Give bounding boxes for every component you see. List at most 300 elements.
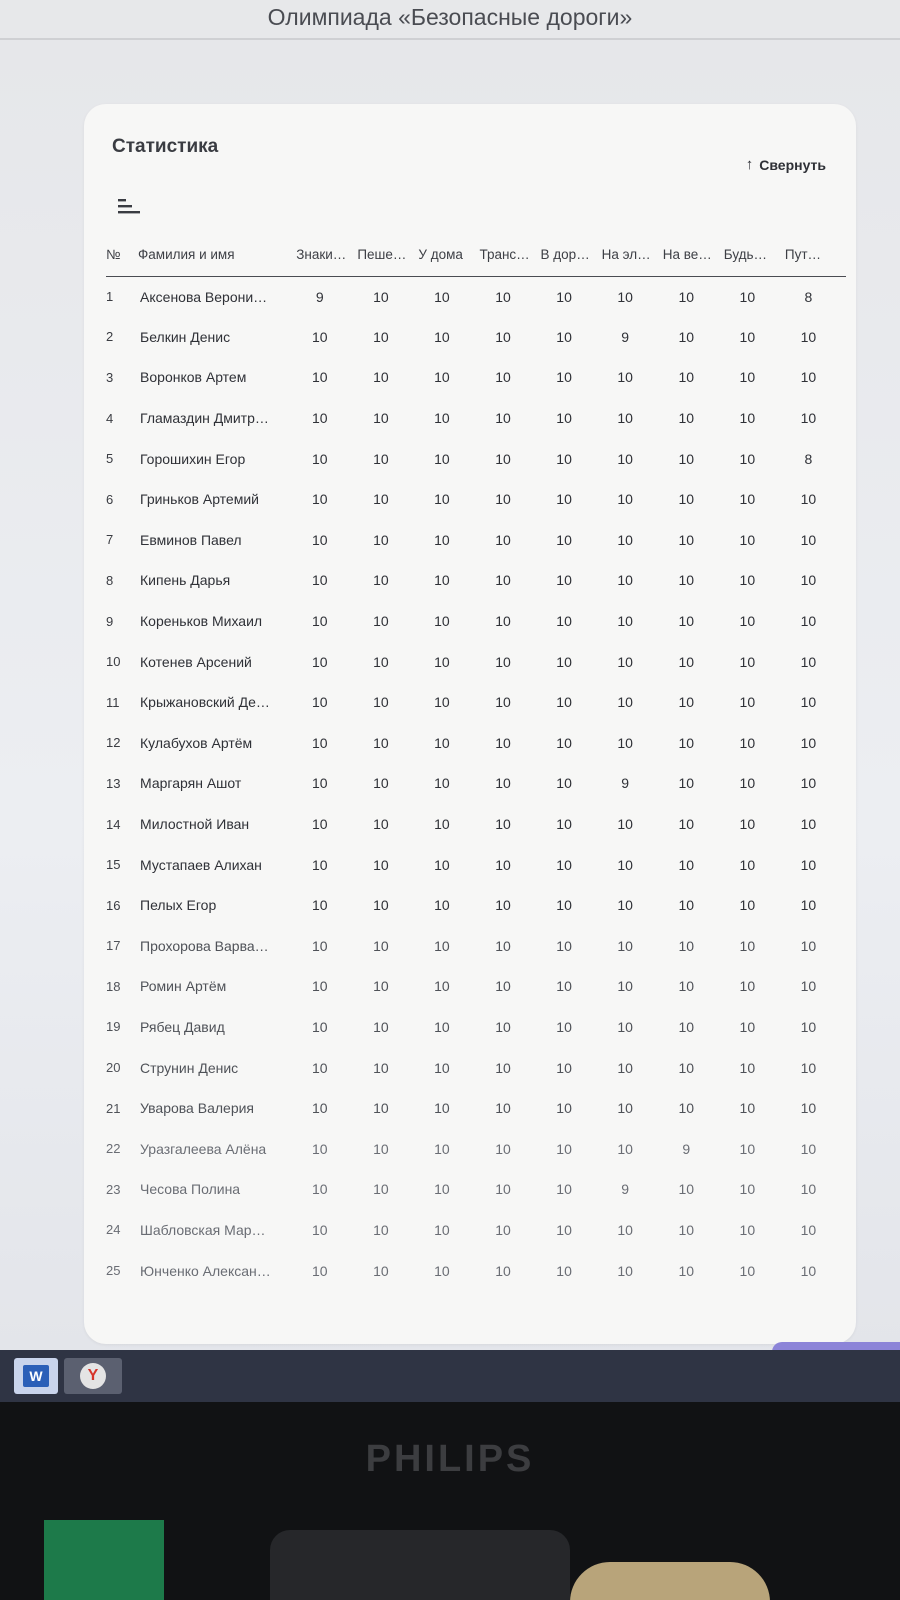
score-cell: 10: [800, 1059, 817, 1076]
score-cell: 10: [434, 775, 450, 792]
score-cell: 10: [739, 1221, 756, 1238]
student-name: Струнин Денис: [140, 1059, 239, 1076]
score-cell: 10: [495, 531, 511, 548]
score-cell: 10: [617, 694, 633, 711]
score-cell: 10: [800, 1018, 817, 1035]
score-cell: 10: [495, 328, 511, 345]
score-cell: 10: [800, 978, 817, 995]
score-cell: 10: [434, 1059, 450, 1076]
score-cell: 10: [556, 613, 572, 630]
row-number: 2: [106, 329, 114, 345]
score-cell: 10: [434, 1262, 450, 1279]
table-row: [106, 1007, 846, 1048]
desk-object-dark: [270, 1530, 570, 1600]
score-cell: 10: [434, 653, 450, 670]
score-cell: 10: [556, 653, 572, 670]
score-cell: 10: [739, 937, 756, 954]
score-cell: 10: [678, 856, 695, 873]
table-row: [106, 723, 846, 764]
arrow-up-icon: ↑: [745, 156, 754, 173]
score-cell: 9: [621, 1181, 630, 1198]
score-cell: 10: [434, 816, 450, 833]
student-name: Кипень Дарья: [140, 572, 231, 589]
student-name: Воронков Артем: [140, 369, 247, 386]
score-cell: 10: [495, 1018, 511, 1035]
score-cell: 10: [678, 531, 695, 548]
table-row: [106, 520, 846, 561]
score-cell: 10: [617, 1221, 633, 1238]
score-cell: 10: [800, 775, 817, 792]
table-row: [106, 438, 846, 479]
score-cell: 10: [495, 734, 511, 751]
score-cell: 10: [495, 897, 511, 914]
score-cell: 10: [556, 816, 572, 833]
score-cell: 10: [800, 1221, 817, 1238]
row-number: 10: [106, 654, 121, 670]
row-number: 8: [106, 572, 114, 588]
score-cell: 10: [495, 1262, 511, 1279]
student-name: Кореньков Михаил: [140, 613, 263, 630]
score-cell: 10: [617, 937, 633, 954]
table-row: [106, 804, 846, 845]
score-cell: 10: [678, 694, 695, 711]
column-header-score[interactable]: У дома: [418, 238, 479, 276]
table-row: [106, 560, 846, 601]
student-name: Маргарян Ашот: [140, 775, 242, 792]
score-cell: 10: [617, 897, 633, 914]
score-cell: 10: [678, 369, 695, 386]
score-cell: 10: [373, 1100, 389, 1117]
score-cell: 10: [739, 369, 756, 386]
score-cell: 10: [678, 1221, 695, 1238]
score-cell: 10: [373, 613, 389, 630]
score-cell: 10: [434, 1181, 450, 1198]
table-row: [106, 276, 846, 317]
table-row: [106, 1210, 846, 1251]
score-cell: 10: [373, 288, 389, 305]
row-number: 1: [106, 289, 114, 305]
score-cell: 10: [434, 328, 450, 345]
score-cell: 10: [311, 1018, 328, 1035]
student-name: Горошихин Егор: [140, 450, 246, 467]
column-header-score[interactable]: На ве…: [663, 238, 724, 276]
score-cell: 10: [739, 694, 756, 711]
taskbar-word-button[interactable]: [14, 1358, 58, 1394]
score-cell: 10: [556, 775, 572, 792]
score-cell: 10: [556, 531, 572, 548]
score-cell: 10: [678, 572, 695, 589]
score-cell: 10: [373, 1140, 389, 1157]
score-cell: 10: [800, 816, 817, 833]
score-cell: 10: [678, 775, 695, 792]
score-cell: 10: [434, 978, 450, 995]
table-row: [106, 479, 846, 520]
score-cell: 10: [739, 1100, 756, 1117]
student-name: Шабловская Мар…: [140, 1221, 266, 1238]
score-cell: 10: [617, 1262, 633, 1279]
row-number: 18: [106, 978, 121, 994]
score-cell: 10: [617, 410, 633, 427]
score-cell: 10: [739, 1181, 756, 1198]
score-cell: 10: [800, 328, 817, 345]
score-cell: 10: [434, 491, 450, 508]
score-cell: 10: [311, 531, 328, 548]
table-row: [106, 844, 846, 885]
score-cell: 10: [311, 816, 328, 833]
score-cell: 10: [556, 937, 572, 954]
score-cell: 10: [556, 978, 572, 995]
column-header-name: Фамилия и имя: [138, 238, 296, 276]
score-cell: 10: [373, 1221, 389, 1238]
score-cell: 10: [311, 1100, 328, 1117]
score-cell: 10: [495, 1221, 511, 1238]
score-cell: 10: [739, 978, 756, 995]
score-cell: 10: [556, 1100, 572, 1117]
score-cell: 10: [373, 694, 389, 711]
score-cell: 10: [800, 1181, 817, 1198]
score-cell: 10: [495, 775, 511, 792]
score-cell: 10: [373, 410, 389, 427]
score-cell: 10: [556, 491, 572, 508]
score-cell: 10: [617, 816, 633, 833]
score-cell: 10: [739, 613, 756, 630]
score-cell: 10: [311, 653, 328, 670]
student-name: Милостной Иван: [140, 816, 250, 833]
score-cell: 10: [373, 1018, 389, 1035]
sort-lines-icon[interactable]: [118, 196, 144, 218]
score-cell: 10: [556, 1140, 572, 1157]
student-name: Аксенова Верони…: [140, 288, 268, 305]
table-row: [106, 885, 846, 926]
score-cell: 10: [311, 775, 328, 792]
statistics-card: [84, 104, 856, 1344]
score-cell: 10: [678, 613, 695, 630]
score-cell: 9: [682, 1140, 691, 1157]
row-number: 22: [106, 1141, 121, 1157]
score-cell: 10: [556, 572, 572, 589]
score-cell: 10: [434, 410, 450, 427]
score-cell: 10: [434, 694, 450, 711]
student-name: Уварова Валерия: [140, 1100, 254, 1117]
score-cell: 10: [373, 734, 389, 751]
column-header-score[interactable]: Будь…: [724, 238, 785, 276]
row-number: 11: [106, 694, 120, 710]
score-cell: 10: [739, 328, 756, 345]
score-cell: 10: [800, 897, 817, 914]
taskbar: [0, 1350, 900, 1402]
student-name: Чесова Полина: [140, 1181, 241, 1198]
monitor-bezel: [0, 1402, 900, 1600]
row-number: 19: [106, 1019, 121, 1035]
table-row: [106, 682, 846, 723]
score-cell: 10: [434, 1221, 450, 1238]
score-cell: 10: [617, 572, 633, 589]
score-cell: 10: [311, 897, 328, 914]
score-cell: 10: [434, 897, 450, 914]
score-cell: 10: [556, 694, 572, 711]
score-cell: 10: [373, 653, 389, 670]
score-cell: 10: [495, 1140, 511, 1157]
score-cell: 10: [739, 288, 756, 305]
score-cell: 10: [311, 1059, 328, 1076]
student-name: Гриньков Артемий: [140, 491, 259, 508]
row-number: 12: [106, 735, 121, 751]
table-row: [106, 357, 846, 398]
score-cell: 10: [800, 1140, 817, 1157]
score-cell: 10: [311, 328, 328, 345]
score-cell: 10: [495, 1100, 511, 1117]
score-cell: 10: [495, 410, 511, 427]
score-cell: 10: [678, 1100, 695, 1117]
score-cell: 10: [678, 897, 695, 914]
score-cell: 10: [739, 572, 756, 589]
column-header-score[interactable]: Транс…: [479, 238, 540, 276]
score-cell: 10: [678, 1059, 695, 1076]
score-cell: 10: [373, 369, 389, 386]
row-number: 6: [106, 491, 114, 507]
student-name: Крыжановский Де…: [140, 694, 270, 711]
score-cell: 10: [311, 937, 328, 954]
score-cell: 9: [315, 288, 324, 305]
table-row: [106, 1047, 846, 1088]
score-cell: 10: [311, 572, 328, 589]
row-number: 17: [106, 938, 121, 954]
score-cell: 10: [556, 1018, 572, 1035]
score-cell: 10: [373, 775, 389, 792]
score-cell: 10: [617, 450, 633, 467]
score-cell: 10: [739, 1140, 756, 1157]
row-number: 7: [106, 532, 114, 548]
score-cell: 10: [617, 531, 633, 548]
row-number: 24: [106, 1222, 121, 1238]
score-cell: 10: [311, 978, 328, 995]
row-number: 5: [106, 451, 114, 467]
score-cell: 10: [739, 1059, 756, 1076]
score-cell: 10: [373, 1181, 389, 1198]
score-cell: 10: [495, 816, 511, 833]
score-cell: 10: [495, 288, 511, 305]
collapse-button[interactable]: [746, 156, 826, 173]
score-cell: 10: [373, 856, 389, 873]
score-cell: 10: [739, 856, 756, 873]
score-cell: 10: [800, 694, 817, 711]
score-cell: 10: [800, 369, 817, 386]
row-number: 4: [106, 410, 114, 426]
word-icon: W: [23, 1365, 49, 1387]
table-header-row: [106, 238, 846, 276]
score-cell: 10: [373, 450, 389, 467]
student-name: Юнченко Алексан…: [140, 1262, 271, 1279]
row-number: 21: [106, 1100, 121, 1116]
score-cell: 10: [373, 1059, 389, 1076]
column-header-score[interactable]: На эл…: [602, 238, 663, 276]
table-row: [106, 1250, 846, 1291]
column-header-score[interactable]: Знаки…: [296, 238, 357, 276]
score-cell: 10: [495, 937, 511, 954]
monitor-brand-logo: PHILIPS: [365, 1438, 535, 1480]
score-cell: 10: [739, 531, 756, 548]
score-cell: 10: [678, 816, 695, 833]
page-title: Олимпиада «Безопасные дороги»: [267, 4, 633, 30]
row-number: 15: [106, 857, 121, 873]
score-cell: 10: [678, 937, 695, 954]
table-row: [106, 1169, 846, 1210]
student-name: Кулабухов Артём: [140, 734, 253, 751]
score-cell: 10: [434, 937, 450, 954]
score-cell: 10: [678, 450, 695, 467]
score-cell: 10: [311, 1140, 328, 1157]
score-cell: 10: [617, 1059, 633, 1076]
score-cell: 10: [495, 491, 511, 508]
score-cell: 10: [678, 1018, 695, 1035]
score-cell: 10: [739, 1018, 756, 1035]
score-cell: 10: [556, 897, 572, 914]
score-cell: 10: [556, 450, 572, 467]
score-cell: 10: [311, 613, 328, 630]
score-cell: 10: [311, 694, 328, 711]
score-cell: 10: [556, 328, 572, 345]
student-name: Гламаздин Дмитр…: [140, 410, 269, 427]
score-cell: 8: [804, 450, 813, 467]
score-cell: 10: [800, 410, 817, 427]
student-name: Прохорова Варва…: [140, 937, 269, 954]
table-row: [106, 1088, 846, 1129]
score-cell: 10: [556, 856, 572, 873]
score-cell: 10: [495, 856, 511, 873]
score-cell: 10: [678, 410, 695, 427]
score-cell: 10: [800, 613, 817, 630]
score-cell: 10: [617, 491, 633, 508]
score-cell: 10: [495, 1181, 511, 1198]
score-cell: 10: [373, 1262, 389, 1279]
student-name: Уразгалеева Алёна: [140, 1140, 267, 1157]
taskbar-yandex-button[interactable]: [64, 1358, 122, 1394]
row-number: 13: [106, 775, 121, 791]
score-cell: 10: [434, 450, 450, 467]
score-cell: 10: [678, 288, 695, 305]
student-name: Рябец Давид: [140, 1018, 225, 1035]
score-cell: 10: [800, 1262, 817, 1279]
card-title: Статистика: [112, 136, 219, 157]
score-cell: 10: [800, 572, 817, 589]
score-cell: 10: [495, 450, 511, 467]
table-row: [106, 926, 846, 967]
table-row: [106, 398, 846, 439]
student-name: Белкин Денис: [140, 328, 231, 345]
score-cell: 10: [800, 734, 817, 751]
score-cell: 10: [739, 897, 756, 914]
row-number: 23: [106, 1181, 121, 1197]
table-row: [106, 966, 846, 1007]
yandex-browser-icon: Y: [80, 1363, 106, 1389]
page-header: [0, 0, 900, 40]
score-cell: 10: [434, 1140, 450, 1157]
column-header-score[interactable]: В дор…: [541, 238, 602, 276]
collapse-label: Свернуть: [759, 156, 826, 173]
score-cell: 10: [617, 613, 633, 630]
row-number: 3: [106, 369, 114, 385]
score-cell: 10: [495, 613, 511, 630]
score-cell: 10: [617, 369, 633, 386]
score-cell: 10: [556, 1262, 572, 1279]
score-cell: 10: [373, 491, 389, 508]
score-cell: 10: [556, 734, 572, 751]
score-cell: 10: [311, 1181, 328, 1198]
row-number: 16: [106, 897, 121, 913]
score-cell: 10: [556, 410, 572, 427]
table-body: [106, 276, 846, 1291]
column-header-score[interactable]: Пут…: [785, 238, 846, 276]
score-cell: 10: [373, 328, 389, 345]
score-cell: 10: [434, 856, 450, 873]
score-cell: 10: [311, 856, 328, 873]
score-cell: 10: [678, 1262, 695, 1279]
score-cell: 10: [556, 1059, 572, 1076]
score-cell: 10: [739, 491, 756, 508]
score-cell: 10: [556, 1181, 572, 1198]
score-cell: 10: [739, 816, 756, 833]
score-cell: 10: [678, 1181, 695, 1198]
score-cell: 10: [739, 450, 756, 467]
score-cell: 10: [373, 978, 389, 995]
score-cell: 10: [373, 572, 389, 589]
score-cell: 10: [311, 1221, 328, 1238]
score-cell: 10: [739, 775, 756, 792]
score-cell: 10: [678, 734, 695, 751]
score-cell: 10: [434, 1018, 450, 1035]
score-cell: 10: [311, 734, 328, 751]
column-header-score[interactable]: Пеше…: [357, 238, 418, 276]
score-cell: 10: [800, 856, 817, 873]
score-cell: 9: [621, 328, 630, 345]
score-cell: 10: [434, 572, 450, 589]
score-cell: 10: [495, 978, 511, 995]
column-header-number: №: [106, 238, 138, 276]
page-content: [0, 40, 900, 1350]
score-cell: 10: [800, 491, 817, 508]
student-name: Котенев Арсений: [140, 653, 252, 670]
statistics-table: [106, 238, 846, 1291]
score-cell: 10: [739, 653, 756, 670]
score-cell: 10: [800, 531, 817, 548]
score-cell: 10: [556, 1221, 572, 1238]
score-cell: 10: [434, 613, 450, 630]
score-cell: 10: [739, 1262, 756, 1279]
score-cell: 10: [311, 369, 328, 386]
student-name: Пелых Егор: [140, 897, 217, 914]
score-cell: 10: [800, 653, 817, 670]
desk-object-green: [44, 1520, 164, 1600]
table-row: [106, 641, 846, 682]
score-cell: 10: [556, 369, 572, 386]
score-cell: 10: [434, 369, 450, 386]
score-cell: 10: [678, 491, 695, 508]
score-cell: 10: [495, 369, 511, 386]
table-row: [106, 1128, 846, 1169]
desk-object-gold: [570, 1562, 770, 1600]
student-name: Ромин Артём: [140, 978, 227, 995]
score-cell: 10: [739, 410, 756, 427]
row-number: 9: [106, 613, 114, 629]
score-cell: 10: [311, 450, 328, 467]
student-name: Мустапаев Алихан: [140, 856, 262, 873]
score-cell: 10: [800, 937, 817, 954]
score-cell: 10: [311, 491, 328, 508]
score-cell: 9: [621, 775, 630, 792]
score-cell: 10: [739, 734, 756, 751]
score-cell: 10: [617, 734, 633, 751]
score-cell: 10: [495, 653, 511, 670]
